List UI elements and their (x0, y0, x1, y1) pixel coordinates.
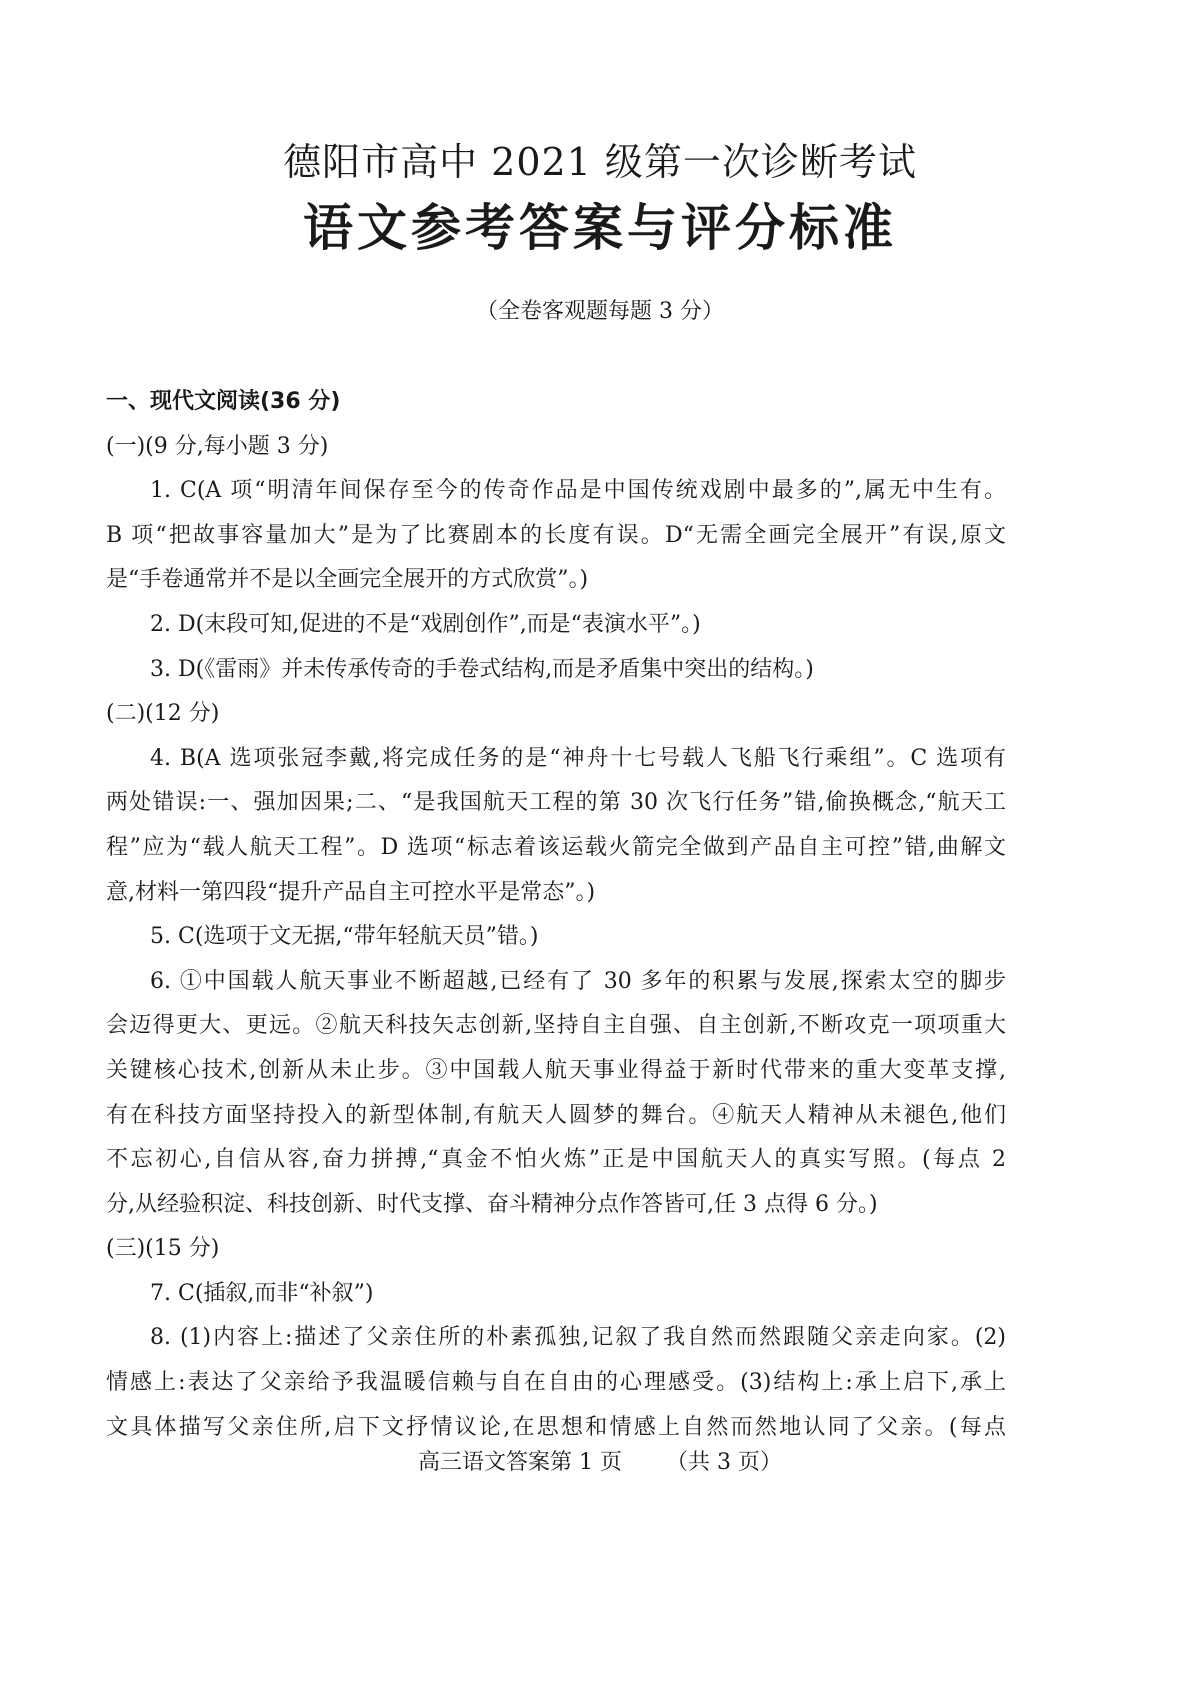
answer-line: 是“手卷通常并不是以全画完全展开的方式欣赏”。) (106, 567, 589, 593)
answer-line: 1. C(A 项“明清年间保存至今的传奇作品是中国传统戏剧中最多的”,属无中生有。 (150, 478, 1006, 504)
exam-title: 德阳市高中 2021 级第一次诊断考试 (283, 140, 917, 184)
answer-line: 不忘初心,自信从容,奋力拼搏,“真金不怕火炼”正是中国航天人的真实写照。(每点 2 (106, 1147, 1006, 1173)
answer-q6 (106, 960, 1006, 1228)
answer-q3: 3. D(《雷雨》并未传承传奇的手卷式结构,而是矛盾集中突出的结构。) (150, 656, 814, 682)
answer-line: B 项“把故事容量加大”是为了比赛剧本的长度有误。D“无需全画完全展开”有误,原文 (106, 522, 1006, 548)
scoring-note: （全卷客观题每题 3 分） (476, 299, 724, 324)
answer-line: 8. (1)内容上:描述了父亲住所的朴素孤独,记叙了我自然而然跟随父亲走向家。(2) (150, 1325, 1006, 1351)
answer-line: 6. ①中国载人航天事业不断超越,已经有了 30 多年的积累与发展,探索太空的脚步 (150, 968, 1006, 994)
answer-q4 (106, 737, 1006, 915)
answer-q2: 2. D(末段可知,促进的不是“戏剧创作”,而是“表演水平”。) (150, 611, 701, 637)
answer-q7: 7. C(插叙,而非“补叙”) (150, 1280, 374, 1306)
part-heading-2: (二)(12 分) (106, 701, 220, 727)
answer-line: 关键核心技术,创新从未止步。③中国载人航天事业得益于新时代带来的重大变革支撑, (106, 1057, 1006, 1083)
section-heading-modern-reading: 一、现代文阅读(36 分) (106, 389, 341, 414)
answer-line: 文具体描写父亲住所,启下文抒情议论,在思想和情感上自然而然地认同了父亲。(每点 (106, 1414, 1006, 1440)
answer-line: 4. B(A 选项张冠李戴,将完成任务的是“神舟十七号载人飞船飞行乘组”。C 选项有 (150, 745, 1006, 771)
answer-line: 意,材料一第四段“提升产品自主可控水平是常态”。) (106, 879, 596, 905)
answer-line: 有在科技方面坚持投入的新型体制,有航天人圆梦的舞台。④航天人精神从未褪色,他们 (106, 1102, 1006, 1128)
answer-body (106, 380, 1006, 1450)
part-heading-3: (三)(15 分) (106, 1236, 220, 1262)
answer-q1 (106, 469, 1006, 603)
answer-line: 程”应为“载人航天工程”。D 选项“标志着该运载火箭完全做到产品自主可控”错,曲解文 (106, 834, 1006, 860)
answer-line: 情感上:表达了父亲给予我温暖信赖与自在自由的心理感受。(3)结构上:承上启下,承上 (106, 1370, 1006, 1396)
answer-line: 分,从经验积淀、科技创新、时代支撑、奋斗精神分点作答皆可,任 3 点得 6 分。) (106, 1191, 878, 1217)
answer-line: 两处错误:一、强加因果;二、“是我国航天工程的第 30 次飞行任务”错,偷换概念,“航天工 (106, 790, 1006, 816)
document-title: 语文参考答案与评分标准 (303, 199, 897, 257)
answer-q8 (106, 1316, 1006, 1450)
answer-q5: 5. C(选项于文无据,“带年轻航天员”错。) (150, 924, 539, 950)
page-number-label: 高三语文答案第 1 页 (418, 1450, 622, 1475)
part-heading-1: (一)(9 分,每小题 3 分) (106, 433, 329, 459)
page-footer (0, 1447, 1200, 1479)
total-pages-label: （共 3 页） (666, 1450, 782, 1475)
answer-line: 会迈得更大、更远。②航天科技矢志创新,坚持自主自强、自主创新,不断攻克一项项重大 (106, 1013, 1006, 1039)
